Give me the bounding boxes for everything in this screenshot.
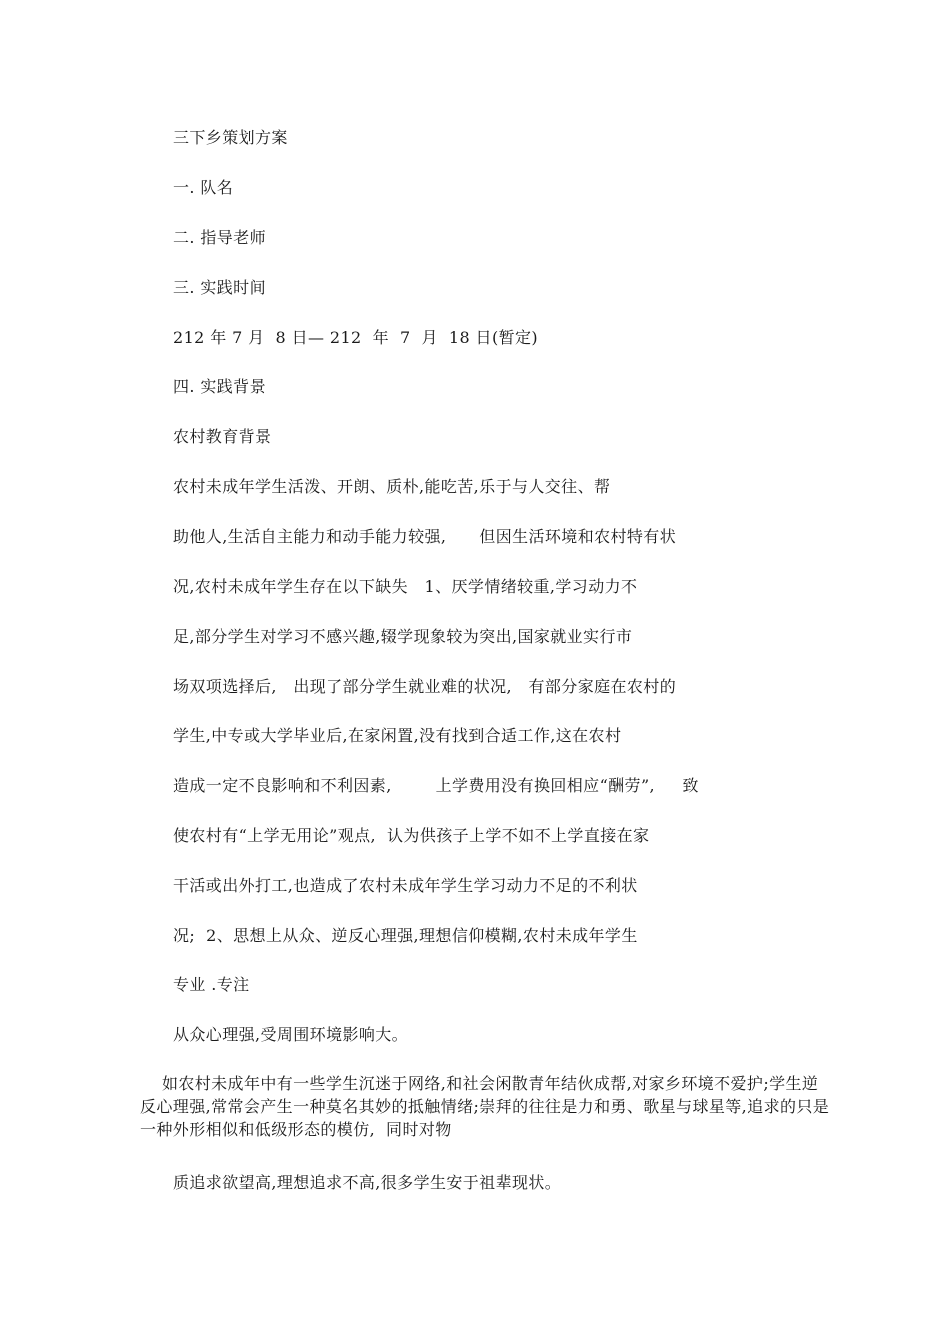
body-paragraph: 如农村未成年中有一些学生沉迷于网络,和社会闲散青年结伙成帮,对家乡环境不爱护;学生逆反心理强,常常会产生一种莫名其妙的抵触情绪;崇拜的往往是力和勇、歌星与球星等,追求的只是一种外形相似和低级形态的模仿, 同时对物	[140, 1074, 830, 1139]
body-line: 从众心理强,受周围环境影响大。	[173, 1025, 409, 1044]
section-heading-advisor: 二. 指导老师	[173, 228, 266, 247]
body-line: 足,部分学生对学习不感兴趣,辍学现象较为突出,国家就业实行市	[173, 627, 633, 646]
body-line: 况,农村未成年学生存在以下缺失 1、厌学情绪较重,学习动力不	[173, 577, 638, 596]
body-last-line: 质追求欲望高,理想追求不高,很多学生安于祖辈现状。	[173, 1173, 562, 1192]
document-title: 三下乡策划方案	[173, 128, 288, 147]
body-line: 场双项选择后, 出现了部分学生就业难的状况, 有部分家庭在农村的	[173, 677, 677, 696]
section-heading-team-name: 一. 队名	[173, 178, 234, 197]
body-line: 学生,中专或大学毕业后,在家闲置,没有找到合适工作,这在农村	[173, 726, 622, 745]
practice-date-range: 212 年 7 月 8 日— 212 年 7 月 18 日(暂定)	[173, 328, 539, 347]
body-line: 专业 .专注	[173, 975, 250, 994]
body-line: 使农村有“上学无用论”观点, 认为供孩子上学不如不上学直接在家	[173, 826, 650, 845]
body-line: 干活或出外打工,也造成了农村未成年学生学习动力不足的不利状	[173, 876, 638, 895]
body-line: 造成一定不良影响和不利因素, 上学费用没有换回相应“酬劳”, 致	[173, 776, 699, 795]
body-line: 况; 2、思想上从众、逆反心理强,理想信仰模糊,农村未成年学生	[173, 926, 638, 945]
body-line: 农村未成年学生活泼、开朗、质朴,能吃苦,乐于与人交往、帮	[173, 477, 611, 496]
section-heading-practice-time: 三. 实践时间	[173, 278, 266, 297]
body-line: 助他人,生活自主能力和动手能力较强, 但因生活环境和农村特有状	[173, 527, 677, 546]
section-heading-practice-background: 四. 实践背景	[173, 377, 266, 396]
subheading-rural-education: 农村教育背景	[173, 427, 272, 446]
